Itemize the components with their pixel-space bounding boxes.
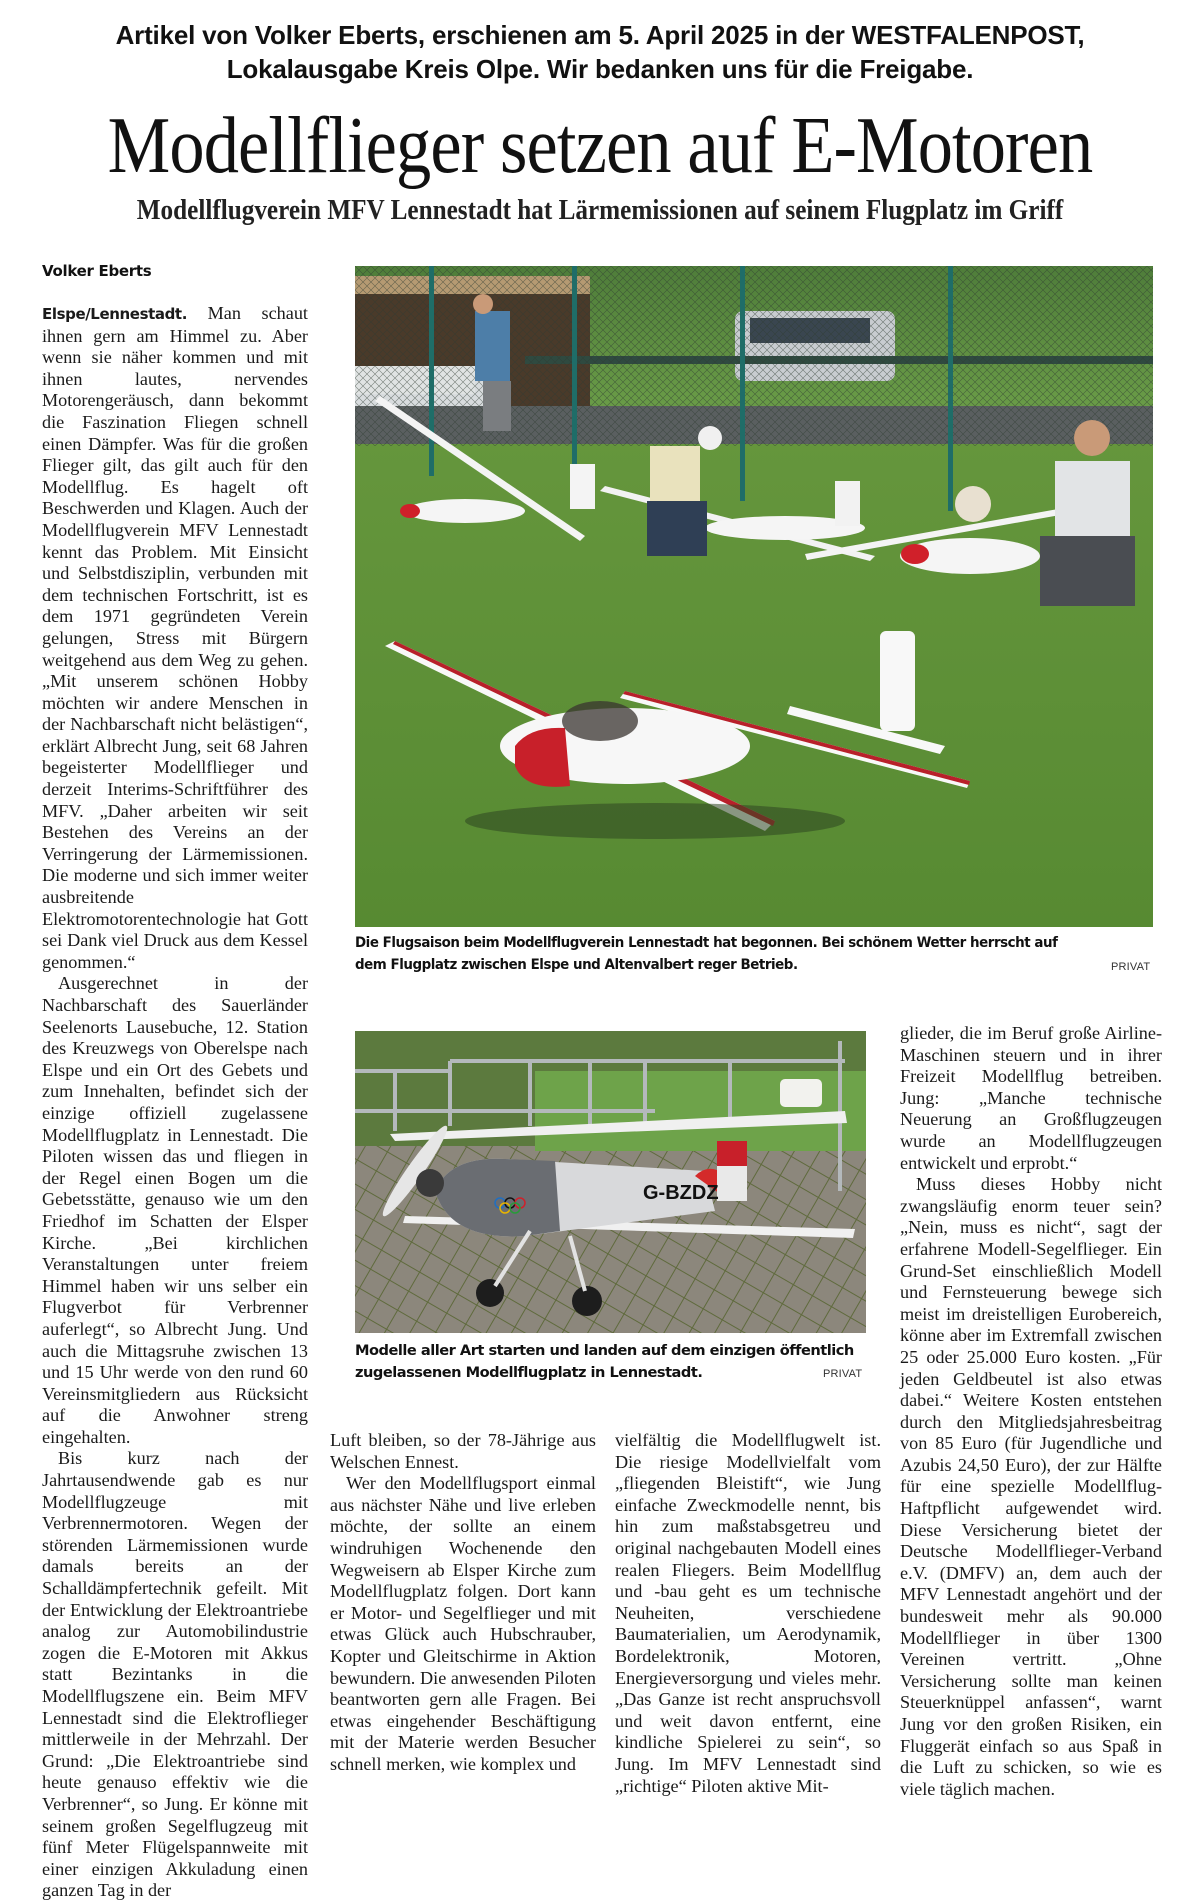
glider-scene-illustration bbox=[355, 266, 1153, 927]
fence-post bbox=[572, 266, 577, 491]
article-column-2 bbox=[330, 1430, 596, 1776]
dateline: Elspe/Lennestadt. bbox=[42, 305, 187, 323]
paragraph: vielfältig die Modellflugwelt ist. Die riesige Modellvielfalt vom „fliegenden Bleistift“, wie Jung einfache Zweckmodelle nennt, bis hin zum maßstabsgetreu und original nachgebauten Modell eines realen Fliegers. Beim Modellflug und -bau geht es um technische Neuheiten, verschiedene Baumaterialien, um Aerodynamik, Bordelektronik, Motoren, Energieversorgung und vieles mehr. „Das Ganze ist recht anspruchsvoll und weit davon entfernt, eine kindliche Spielerei zu sein“, so Jung. Im MFV Lennestadt sind „richtige“ Piloten aktive Mit- bbox=[615, 1430, 881, 1796]
paragraph: Luft bleiben, so der 78-Jährige aus Welschen Ennest. bbox=[330, 1430, 596, 1472]
photo-credit-2: PRIVAT bbox=[823, 1368, 863, 1380]
paragraph: Wer den Modellflugsport einmal aus nächster Nähe und live erleben möchte, der sollte an einem windruhigen Wochenende den Wegweisern ab Elsper Kirche zum Modellflugplatz folgen. Dort kann er Motor- und Segelflieger und mit etwas Glück auch Hubschrauber, Kopter und Gleitschirme in Aktion bewundern. Die anwesenden Piloten beantworten gern alle Fragen. Bei etwas eingehender Beschäftigung mit der Materie werden Besucher schnell merken, wie komplex und bbox=[330, 1473, 596, 1774]
fence-post bbox=[429, 266, 434, 476]
subheadline: Modellflugverein MFV Lennestadt hat Lärmemissionen auf seinem Flugplatz im Griff bbox=[136, 195, 1064, 226]
paragraph: Bis kurz nach der Jahrtausendwende gab es nur Modellflugzeuge mit Verbrennermotoren. Wegen der störenden Lärmemissionen wurde damals bereits an der Schalldämpfertechnik gefeilt. Mit der Entwicklung der Elektroantriebe analog zur Automobilindustrie zogen die E-Motoren mit Akkus statt Bezintanks in die Modellflugszene ein. Beim MFV Lennestadt sind die Elektroflieger mittlerweile in der Mehrzahl. Der Grund: „Die Elektroantriebe sind heute genauso effektiv wie die Verbrenner“, so Jung. Er könne mit seinem großen Segelflugzeug mit fünf Meter Flügelspannweite mit einer einzigen Akkuladung einen ganzen Tag in der bbox=[42, 1448, 308, 1901]
headline: Modellflieger setzen auf E-Motoren bbox=[107, 102, 1093, 190]
photo-caption-1: Die Flugsaison beim Modellflugverein Lennestadt hat begonnen. Bei schönem Wetter herrscht auf dem Flugplatz zwischen Elspe und Altenvalbert reger Betrieb. bbox=[355, 934, 1058, 973]
photo-caption-2: Modelle aller Art starten und landen auf dem einzigen öffentlich zugelassenen Modellflugplatz in Lennestadt. bbox=[355, 1342, 854, 1381]
credit-line-1: Artikel von Volker Eberts, erschienen am 5. April 2025 in der WESTFALENPOST, bbox=[115, 20, 1085, 50]
fence-post bbox=[948, 266, 953, 511]
paragraph: Ausgerechnet in der Nachbarschaft des Sauerländer Seelenorts Lausebuche, 12. Station des Kreuzwegs von Oberelspe nach Elspe und ein Ort des Gebets und zum Innehalten, befindet sich der einzige offiziell zugelassene Modellflugplatz in Lennestadt. Die Piloten wissen das und fliegen in der Regel einen Bogen um die Gebetsstätte, genauso wie um den Friedhof im Schatten der Elsper Kirche. „Bei kirchlichen Veranstaltungen unter freiem Himmel haben wir uns selber ein Flugverbot für Verbrenner auferlegt“, so Albrecht Jung. Und auch die Mittagsruhe zwischen 13 und 15 Uhr werde von den rund 60 Vereinsmitgliedern aus Rücksicht auf die Anwohner streng eingehalten. bbox=[42, 973, 308, 1447]
wheel bbox=[572, 1286, 602, 1316]
article-column-1 bbox=[42, 303, 308, 1902]
person-standing bbox=[475, 311, 510, 381]
article-column-4 bbox=[900, 1023, 1162, 1800]
fence-post bbox=[740, 266, 745, 501]
byline: Volker Eberts bbox=[42, 262, 152, 280]
biplane-scene-illustration bbox=[355, 1031, 866, 1333]
paragraph: Muss dieses Hobby nicht zwangsläufig enorm teuer sein? „Nein, muss es nicht“, sagt der erfahrene Modell-Segelflieger. Ein Grund-Set einschließlich Modell und Fernsteuerung bewege sich meist im dreistelligen Eurobereich, könne aber im Extremfall zwischen 25 oder 25.000 Euro kosten. „Für jeden Geldbeutel ist also etwas dabei.“ Weitere Kosten entstehen durch den Mitgliedsjahresbeitrag von 85 Euro (für Jugendliche und Azubis 24,50 Euro), der zur Hälfte für eine spezielle Modellflug-Haftpflicht aufgewendet wird. Diese Versicherung bietet der Deutsche Modellflieger-Verband e.V. (DMFV) an, dem auch der MFV Lennestadt angehört und der bundesweit mehr als 90.000 Modellflieger in über 1300 Vereinen vertritt. „Ohne Versicherung sollte man keinen Steuerknüppel anfassen“, warnt Jung vor den großen Risiken, ein Fluggerät einfach so aus Spaß in die Luft zu schicken, so wie es viele täglich machen. bbox=[900, 1174, 1162, 1799]
fence-mesh bbox=[355, 266, 1153, 446]
wheel bbox=[476, 1279, 504, 1307]
article-column-3 bbox=[615, 1430, 881, 1797]
photo-model-biplane bbox=[355, 1031, 866, 1333]
article-credit-note bbox=[0, 18, 1200, 86]
canister bbox=[780, 1079, 822, 1107]
paragraph bbox=[42, 303, 308, 973]
paragraph-text: Man schaut ihnen gern am Himmel zu. Aber wenn sie näher kommen und mit ihnen lautes, nervendes Motorengeräusch, dann bekommt die Faszination Fliegen schnell einen Dämpfer. Was für die großen Flieger gilt, das gilt auch für den Modellflug. Es hagelt oft Beschwerden und Klagen. Auch der Modellflugverein MFV Lennestadt kennt das Problem. Mit Einsicht und Selbstdisziplin, verbunden mit dem technischen Fortschritt, ist es dem 1971 gegründeten Verein gelungen, Stress mit Bürgern weitgehend aus dem Weg zu gehen. „Mit unserem schönen Hobby möchten wir andere Menschen in der Nachbarschaft nicht belästigen“, erklärt Albrecht Jung, seit 68 Jahren begeisterter Modellflieger und derzeit Interims-Schriftführer des MFV. „Daher arbeiten wir seit Bestehen des Vereins an der Verringerung der Lärmemissionen. Die moderne und sich immer weiter ausbreitende Elektromotorentechnologie hat Gott sei Dank viel Druck aus dem Kessel genommen.“ bbox=[42, 303, 308, 972]
photo-credit-1: PRIVAT bbox=[1111, 961, 1151, 973]
registration-mark: G-BZDZ bbox=[643, 1182, 719, 1204]
paragraph: glieder, die im Beruf große Airline-Maschinen steuern und in ihrer Freizeit Modellflug betreiben. Jung: „Manche technische Neuerung an Großflugzeugen wurde an Modellflugzeugen entwickelt und erprobt.“ bbox=[900, 1023, 1162, 1173]
credit-line-2: Lokalausgabe Kreis Olpe. Wir bedanken uns für die Freigabe. bbox=[226, 54, 974, 84]
photo-gliders-airfield bbox=[355, 266, 1153, 927]
